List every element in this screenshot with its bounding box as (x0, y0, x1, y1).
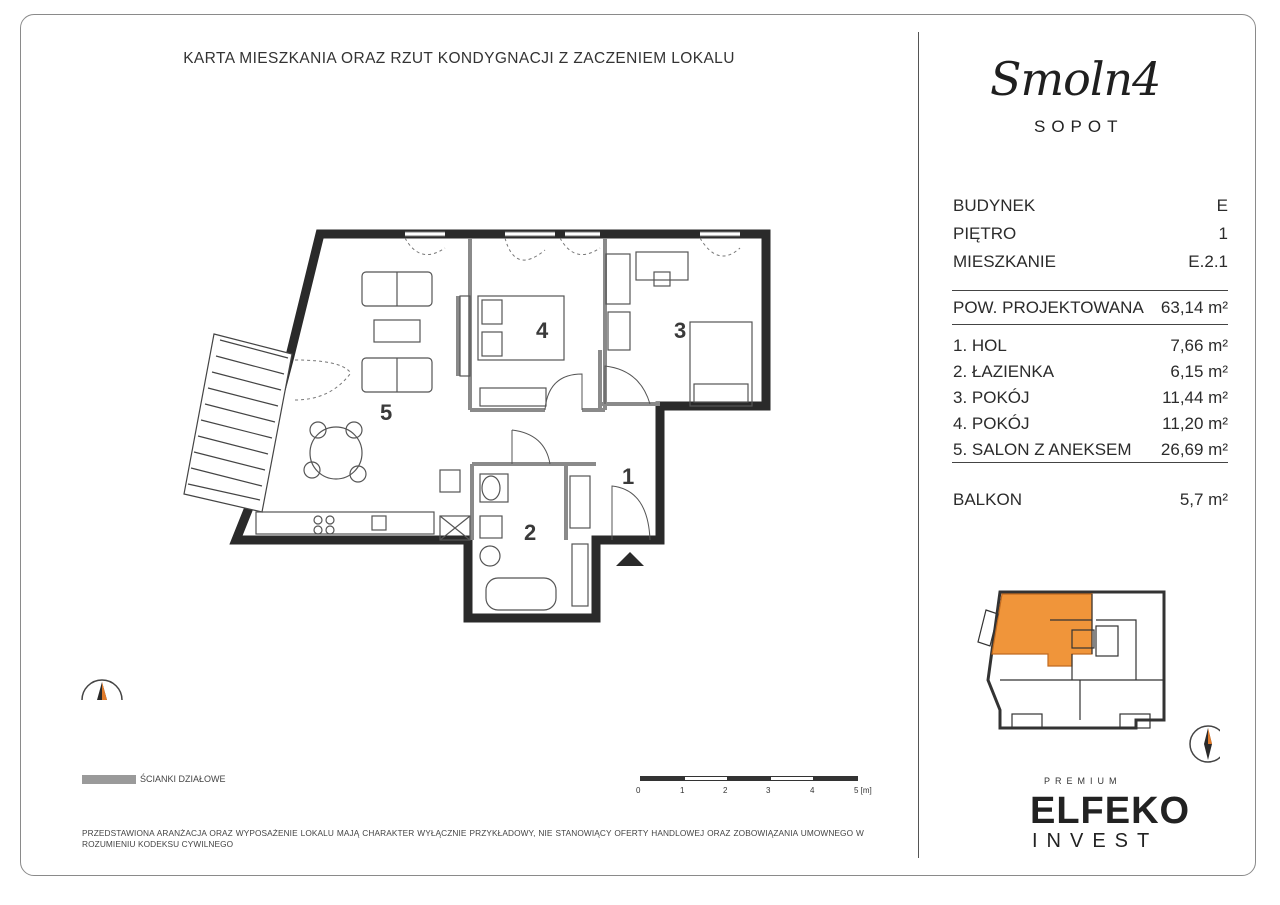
room-area: 6,15 m² (1170, 362, 1228, 381)
room-row (953, 388, 1228, 408)
room-label: 5. SALON Z ANEKSEM (953, 440, 1132, 459)
room-label: 3. POKÓJ (953, 388, 1030, 407)
room-area: 7,66 m² (1170, 336, 1228, 355)
brand-invest: INVEST (1032, 830, 1159, 852)
balcony-value: 5,7 m² (1179, 490, 1228, 509)
apartment-label: MIESZKANIE (953, 252, 1056, 271)
room-row (953, 362, 1228, 382)
scale-bar (636, 776, 876, 798)
apartment-info (953, 196, 1228, 276)
room-area: 11,20 m² (1162, 414, 1228, 433)
scale-tick: 2 (723, 786, 728, 795)
area-row (953, 298, 1228, 318)
partition-legend-swatch (82, 775, 136, 784)
balcony (184, 334, 292, 512)
room-area: 11,44 m² (1162, 388, 1228, 407)
room-number-3: 3 (674, 318, 687, 343)
brand-premium: PREMIUM (1044, 776, 1122, 786)
room-label: 2. ŁAZIENKA (953, 362, 1055, 381)
entrance-arrow-icon (616, 552, 644, 566)
vertical-divider (918, 32, 919, 858)
room-area: 26,69 m² (1160, 440, 1228, 459)
area-divider (952, 324, 1228, 325)
smolna-logo: Smoln4 (990, 52, 1161, 106)
outer-wall (236, 234, 766, 618)
apartment-value: E.2.1 (1188, 252, 1228, 271)
room-label: 4. POKÓJ (953, 414, 1030, 433)
compass-icon (82, 680, 122, 700)
room-label: 1. HOL (953, 336, 1007, 355)
floor-label: PIĘTRO (953, 224, 1017, 243)
disclaimer-text: PRZEDSTAWIONA ARANŻACJA ORAZ WYPOSAŻENIE LOKALU MAJĄ CHARAKTER WYŁĄCZNIE PRZYKŁADOWY, NIE STANOWIĄCY OFERTY HANDLOWEJ ORAZ ZOBOWIĄZANIA UMOWNEGO W ROZUMIENIU KODEKSU CYWILNEGO (82, 828, 864, 849)
key-plan (960, 580, 1220, 780)
building-value: E (1216, 196, 1228, 215)
brand-name: ELFEKO (1030, 790, 1191, 832)
scale-tick: 0 (636, 786, 641, 795)
logo-city: SOPOT (1034, 117, 1124, 136)
scale-tick: 3 (766, 786, 771, 795)
floor-value: 1 (1218, 224, 1228, 243)
room-number-1: 1 (622, 464, 635, 489)
scale-tick: 4 (810, 786, 815, 795)
rooms-divider (952, 462, 1228, 463)
building-row (953, 196, 1228, 216)
room-number-4: 4 (536, 318, 549, 343)
scale-bar-graphic (640, 776, 858, 781)
balcony-label: BALKON (953, 490, 1022, 509)
info-divider (952, 290, 1228, 291)
partition-legend-label: ŚCIANKI DZIAŁOWE (140, 774, 226, 784)
building-label: BUDYNEK (953, 196, 1036, 215)
area-value: 63,14 m² (1160, 298, 1228, 317)
page-title: KARTA MIESZKANIA ORAZ RZUT KONDYGNACJI Z ZACZENIEM LOKALU (183, 50, 735, 67)
compass-icon (1190, 726, 1220, 762)
scale-tick: 5 [m] (854, 786, 872, 795)
room-row (953, 336, 1228, 356)
balcony-row (953, 490, 1228, 510)
room-number-5: 5 (380, 400, 393, 425)
scale-tick: 1 (680, 786, 685, 795)
area-label: POW. PROJEKTOWANA (953, 298, 1144, 317)
room-row (953, 440, 1228, 460)
floor-row (953, 224, 1228, 244)
apartment-row (953, 252, 1228, 272)
room-number-2: 2 (524, 520, 537, 545)
room-row (953, 414, 1228, 434)
